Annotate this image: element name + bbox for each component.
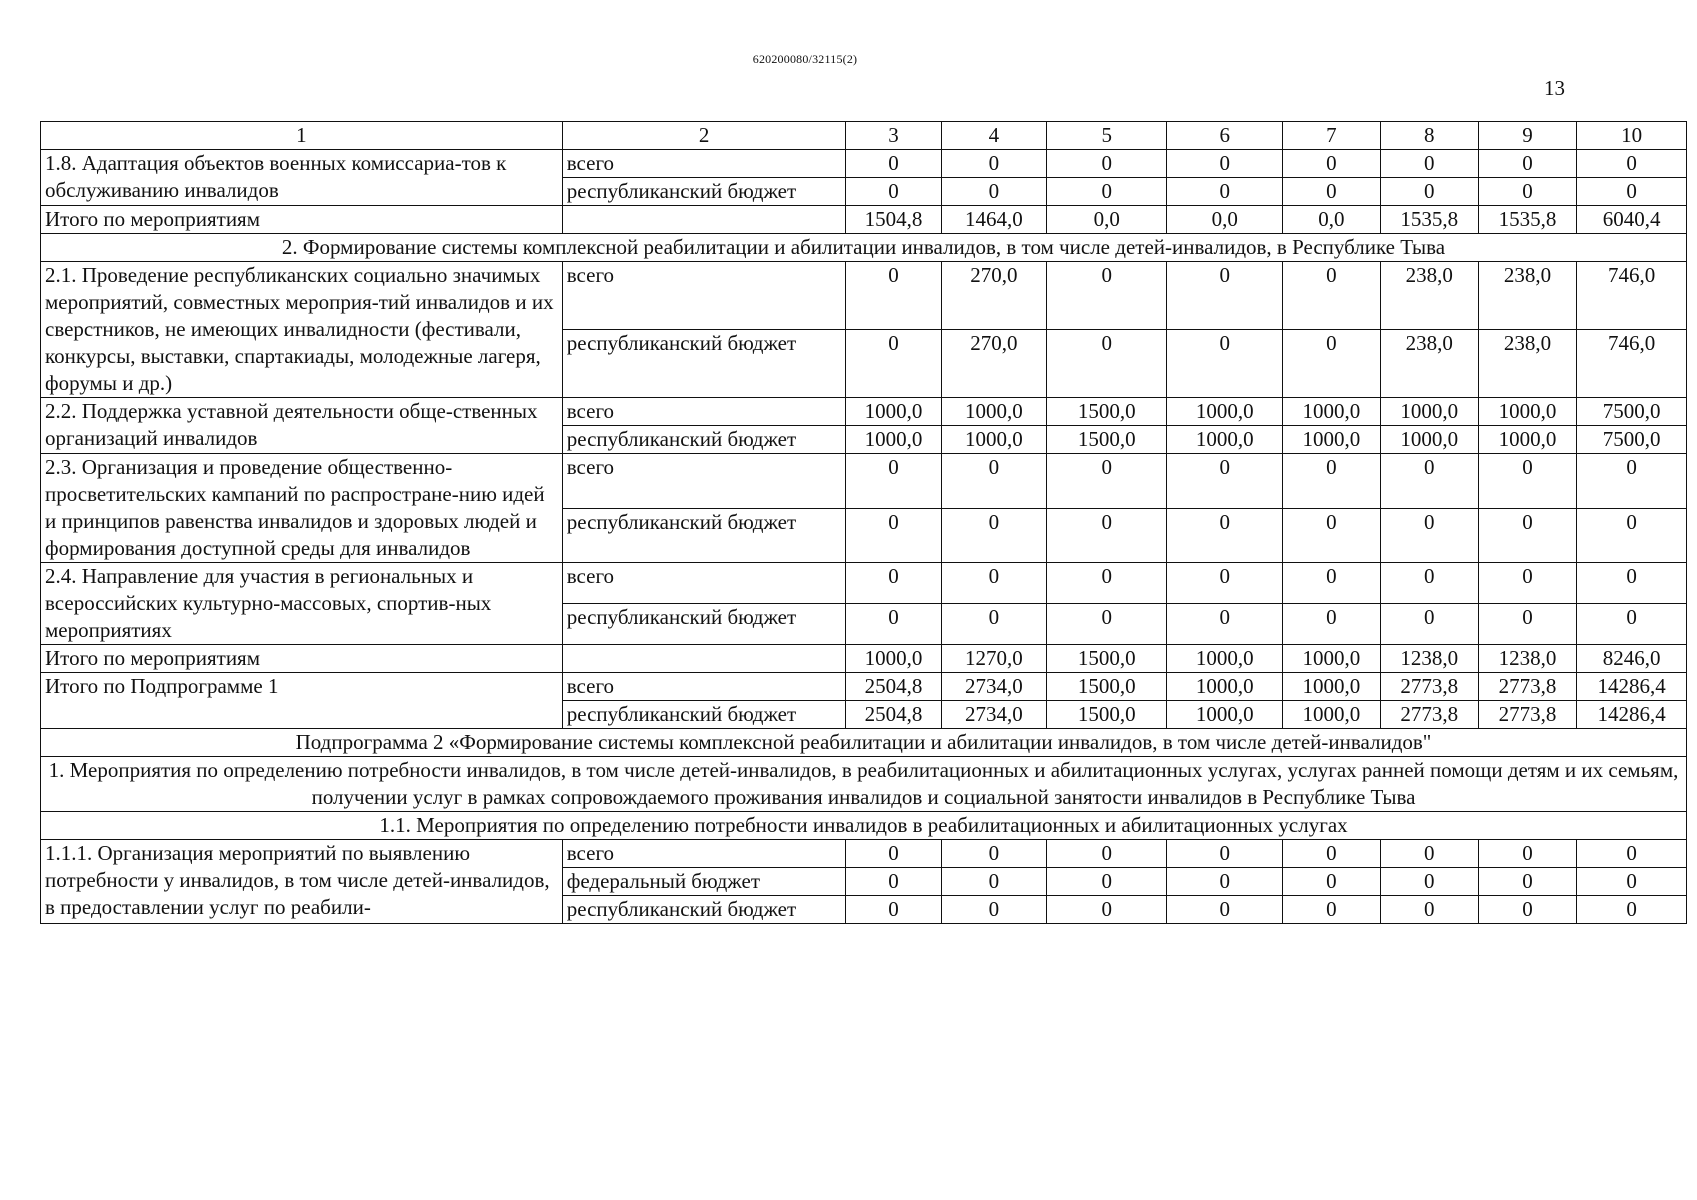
funding-source: всего — [562, 398, 846, 426]
value-cell: 1535,8 — [1478, 206, 1576, 234]
value-cell: 0 — [1577, 178, 1687, 206]
value-cell: 0 — [1577, 454, 1687, 509]
total-row — [41, 645, 1687, 673]
value-cell: 2773,8 — [1478, 673, 1576, 701]
value-cell: 1000,0 — [1283, 426, 1380, 454]
funding-source: республиканский бюджет — [562, 426, 846, 454]
row-name: 2.3. Организация и проведение общественно-просветительских кампаний по распростране-нию идей и принципов равенства инвалидов и здоровых людей и формирования доступной среды для инвалидов — [41, 454, 563, 563]
value-cell: 1500,0 — [1047, 645, 1167, 673]
value-cell: 0,0 — [1047, 206, 1167, 234]
value-cell: 0 — [1283, 563, 1380, 604]
value-cell: 0 — [1380, 178, 1478, 206]
value-cell: 0 — [1047, 150, 1167, 178]
value-cell: 1238,0 — [1478, 645, 1576, 673]
value-cell: 0 — [1047, 508, 1167, 563]
value-cell: 0 — [1380, 896, 1478, 924]
value-cell: 0 — [1478, 563, 1576, 604]
value-cell: 0 — [1283, 896, 1380, 924]
value-cell: 1000,0 — [1167, 426, 1283, 454]
table-row — [41, 398, 1687, 426]
value-cell: 0 — [1167, 868, 1283, 896]
value-cell: 1000,0 — [1380, 426, 1478, 454]
value-cell: 0 — [846, 262, 941, 330]
funding-source: всего — [562, 673, 846, 701]
row-name: 2.2. Поддержка уставной деятельности обще-ственных организаций инвалидов — [41, 398, 563, 454]
funding-source: всего — [562, 840, 846, 868]
value-cell: 0 — [1577, 604, 1687, 645]
value-cell: 1270,0 — [941, 645, 1047, 673]
funding-source: республиканский бюджет — [562, 178, 846, 206]
value-cell: 0 — [846, 896, 941, 924]
value-cell: 1000,0 — [846, 398, 941, 426]
value-cell: 1500,0 — [1047, 426, 1167, 454]
header-row — [41, 122, 1687, 150]
value-cell: 0 — [1167, 454, 1283, 509]
value-cell: 1500,0 — [1047, 673, 1167, 701]
value-cell: 7500,0 — [1577, 426, 1687, 454]
value-cell: 0 — [1478, 896, 1576, 924]
value-cell: 0 — [1167, 262, 1283, 330]
funding-source: республиканский бюджет — [562, 508, 846, 563]
value-cell: 1000,0 — [941, 398, 1047, 426]
total-row — [41, 206, 1687, 234]
value-cell: 1000,0 — [1283, 398, 1380, 426]
value-cell: 0 — [1283, 454, 1380, 509]
value-cell: 2734,0 — [941, 701, 1047, 729]
value-cell: 238,0 — [1380, 330, 1478, 398]
value-cell: 1000,0 — [1380, 398, 1478, 426]
value-cell: 0 — [1047, 262, 1167, 330]
value-cell: 0 — [1283, 868, 1380, 896]
column-header: 10 — [1577, 122, 1687, 150]
value-cell: 0 — [1167, 150, 1283, 178]
value-cell: 0 — [941, 896, 1047, 924]
value-cell: 746,0 — [1577, 262, 1687, 330]
value-cell: 0,0 — [1283, 206, 1380, 234]
value-cell: 14286,4 — [1577, 701, 1687, 729]
row-name: Итого по мероприятиям — [41, 645, 563, 673]
value-cell: 0 — [1047, 604, 1167, 645]
value-cell: 0 — [1478, 454, 1576, 509]
table-row — [41, 262, 1687, 330]
value-cell: 1535,8 — [1380, 206, 1478, 234]
value-cell: 1504,8 — [846, 206, 941, 234]
value-cell: 0 — [1478, 508, 1576, 563]
value-cell: 0 — [1577, 150, 1687, 178]
value-cell: 1500,0 — [1047, 398, 1167, 426]
section-title: Подпрограмма 2 «Формирование системы комплексной реабилитации и абилитации инвалидов, в том числе детей-инвалидов" — [41, 729, 1687, 757]
value-cell: 238,0 — [1380, 262, 1478, 330]
value-cell: 0 — [1047, 454, 1167, 509]
funding-source: всего — [562, 563, 846, 604]
row-name: 2.4. Направление для участия в региональных и всероссийских культурно-массовых, спортив-ных мероприятиях — [41, 563, 563, 645]
value-cell: 0 — [1047, 178, 1167, 206]
value-cell: 2504,8 — [846, 701, 941, 729]
value-cell: 0 — [846, 868, 941, 896]
value-cell: 270,0 — [941, 262, 1047, 330]
value-cell: 14286,4 — [1577, 673, 1687, 701]
section-row — [41, 729, 1687, 757]
value-cell: 0 — [1380, 868, 1478, 896]
column-header: 3 — [846, 122, 941, 150]
value-cell: 0 — [1283, 840, 1380, 868]
value-cell: 1000,0 — [1478, 426, 1576, 454]
value-cell: 746,0 — [1577, 330, 1687, 398]
funding-source — [562, 645, 846, 673]
value-cell: 1464,0 — [941, 206, 1047, 234]
value-cell: 0 — [1283, 604, 1380, 645]
column-header: 8 — [1380, 122, 1478, 150]
column-header: 2 — [562, 122, 846, 150]
value-cell: 0 — [1478, 178, 1576, 206]
budget-table — [40, 121, 1687, 924]
funding-source: всего — [562, 150, 846, 178]
value-cell: 0 — [1478, 868, 1576, 896]
value-cell: 0 — [1577, 508, 1687, 563]
value-cell: 1500,0 — [1047, 701, 1167, 729]
value-cell: 0 — [941, 840, 1047, 868]
value-cell: 0 — [941, 563, 1047, 604]
value-cell: 1000,0 — [1283, 645, 1380, 673]
value-cell: 238,0 — [1478, 262, 1576, 330]
value-cell: 0 — [1283, 508, 1380, 563]
value-cell: 0 — [941, 178, 1047, 206]
value-cell: 0 — [1478, 840, 1576, 868]
value-cell: 7500,0 — [1577, 398, 1687, 426]
value-cell: 0 — [1380, 840, 1478, 868]
value-cell: 0 — [1167, 604, 1283, 645]
value-cell: 2773,8 — [1380, 701, 1478, 729]
funding-source: федеральный бюджет — [562, 868, 846, 896]
value-cell: 0 — [941, 454, 1047, 509]
value-cell: 0 — [846, 508, 941, 563]
page-number: 13 — [1544, 76, 1565, 100]
funding-source: всего — [562, 262, 846, 330]
row-name: 1.8. Адаптация объектов военных комиссариа-тов к обслуживанию инвалидов — [41, 150, 563, 206]
funding-source — [562, 206, 846, 234]
table-row — [41, 150, 1687, 178]
value-cell: 0 — [1167, 178, 1283, 206]
value-cell: 0 — [941, 150, 1047, 178]
value-cell: 1000,0 — [1167, 673, 1283, 701]
value-cell: 0 — [1577, 896, 1687, 924]
funding-source: республиканский бюджет — [562, 330, 846, 398]
row-name: 2.1. Проведение республиканских социально значимых мероприятий, совместных мероприя-тий инвалидов и их сверстников, не имеющих инвалидности (фестивали, конкурсы, выставки, спартакиады, молодежные лагеря, форумы и др.) — [41, 262, 563, 398]
table-row — [41, 840, 1687, 868]
value-cell: 2504,8 — [846, 673, 941, 701]
section-title: 1.1. Мероприятия по определению потребности инвалидов в реабилитационных и абилитационных услугах — [41, 812, 1687, 840]
value-cell: 0 — [1283, 178, 1380, 206]
table-row — [41, 454, 1687, 509]
value-cell: 1000,0 — [1283, 701, 1380, 729]
value-cell: 0 — [1478, 604, 1576, 645]
value-cell: 2773,8 — [1478, 701, 1576, 729]
value-cell: 0 — [941, 604, 1047, 645]
value-cell: 0 — [1167, 896, 1283, 924]
document-code: 620200080/32115(2) — [752, 52, 858, 66]
table-row — [41, 673, 1687, 701]
value-cell: 1000,0 — [1167, 701, 1283, 729]
value-cell: 1238,0 — [1380, 645, 1478, 673]
value-cell: 6040,4 — [1577, 206, 1687, 234]
value-cell: 0 — [1047, 896, 1167, 924]
funding-source: республиканский бюджет — [562, 896, 846, 924]
value-cell: 0 — [1380, 150, 1478, 178]
column-header: 7 — [1283, 122, 1380, 150]
value-cell: 270,0 — [941, 330, 1047, 398]
funding-source: республиканский бюджет — [562, 604, 846, 645]
value-cell: 0 — [1167, 330, 1283, 398]
value-cell: 0,0 — [1167, 206, 1283, 234]
value-cell: 8246,0 — [1577, 645, 1687, 673]
value-cell: 0 — [941, 508, 1047, 563]
value-cell: 0 — [1047, 563, 1167, 604]
value-cell: 1000,0 — [1283, 673, 1380, 701]
section-title: 1. Мероприятия по определению потребности инвалидов, в том числе детей-инвалидов, в реабилитационных и абилитационных услугах, услугах ранней помощи детям и их семьям, получении услуг в рамках сопровождаемого проживания инвалидов и социальной занятости инвалидов в Республике Тыва — [41, 757, 1687, 812]
value-cell: 0 — [1577, 868, 1687, 896]
value-cell: 0 — [1167, 508, 1283, 563]
value-cell: 0 — [1047, 330, 1167, 398]
value-cell: 0 — [1283, 330, 1380, 398]
column-header: 5 — [1047, 122, 1167, 150]
funding-source: всего — [562, 454, 846, 509]
value-cell: 0 — [1167, 840, 1283, 868]
section-row — [41, 234, 1687, 262]
section-row — [41, 757, 1687, 812]
value-cell: 0 — [846, 840, 941, 868]
row-name: Итого по Подпрограмме 1 — [41, 673, 563, 729]
value-cell: 2773,8 — [1380, 673, 1478, 701]
value-cell: 0 — [846, 150, 941, 178]
row-name: 1.1.1. Организация мероприятий по выявлению потребности у инвалидов, в том числе детей-инвалидов, в предоставлении услуг по реабили- — [41, 840, 563, 924]
value-cell: 0 — [1577, 563, 1687, 604]
section-row — [41, 812, 1687, 840]
section-title: 2. Формирование системы комплексной реабилитации и абилитации инвалидов, в том числе детей-инвалидов, в Республике Тыва — [41, 234, 1687, 262]
column-header: 9 — [1478, 122, 1576, 150]
value-cell: 0 — [1047, 868, 1167, 896]
value-cell: 1000,0 — [1167, 398, 1283, 426]
value-cell: 2734,0 — [941, 673, 1047, 701]
column-header: 1 — [41, 122, 563, 150]
table-row — [41, 563, 1687, 604]
column-header: 6 — [1167, 122, 1283, 150]
column-header: 4 — [941, 122, 1047, 150]
value-cell: 0 — [1380, 508, 1478, 563]
row-name: Итого по мероприятиям — [41, 206, 563, 234]
value-cell: 0 — [1380, 563, 1478, 604]
value-cell: 0 — [846, 330, 941, 398]
value-cell: 0 — [1380, 454, 1478, 509]
value-cell: 0 — [1047, 840, 1167, 868]
value-cell: 238,0 — [1478, 330, 1576, 398]
funding-source: республиканский бюджет — [562, 701, 846, 729]
value-cell: 1000,0 — [1167, 645, 1283, 673]
value-cell: 0 — [846, 563, 941, 604]
value-cell: 0 — [941, 868, 1047, 896]
value-cell: 0 — [1577, 840, 1687, 868]
value-cell: 1000,0 — [941, 426, 1047, 454]
value-cell: 1000,0 — [1478, 398, 1576, 426]
value-cell: 0 — [1283, 150, 1380, 178]
value-cell: 0 — [846, 454, 941, 509]
value-cell: 0 — [1478, 150, 1576, 178]
value-cell: 0 — [1380, 604, 1478, 645]
value-cell: 0 — [1283, 262, 1380, 330]
value-cell: 0 — [846, 178, 941, 206]
value-cell: 0 — [846, 604, 941, 645]
value-cell: 1000,0 — [846, 645, 941, 673]
value-cell: 1000,0 — [846, 426, 941, 454]
value-cell: 0 — [1167, 563, 1283, 604]
